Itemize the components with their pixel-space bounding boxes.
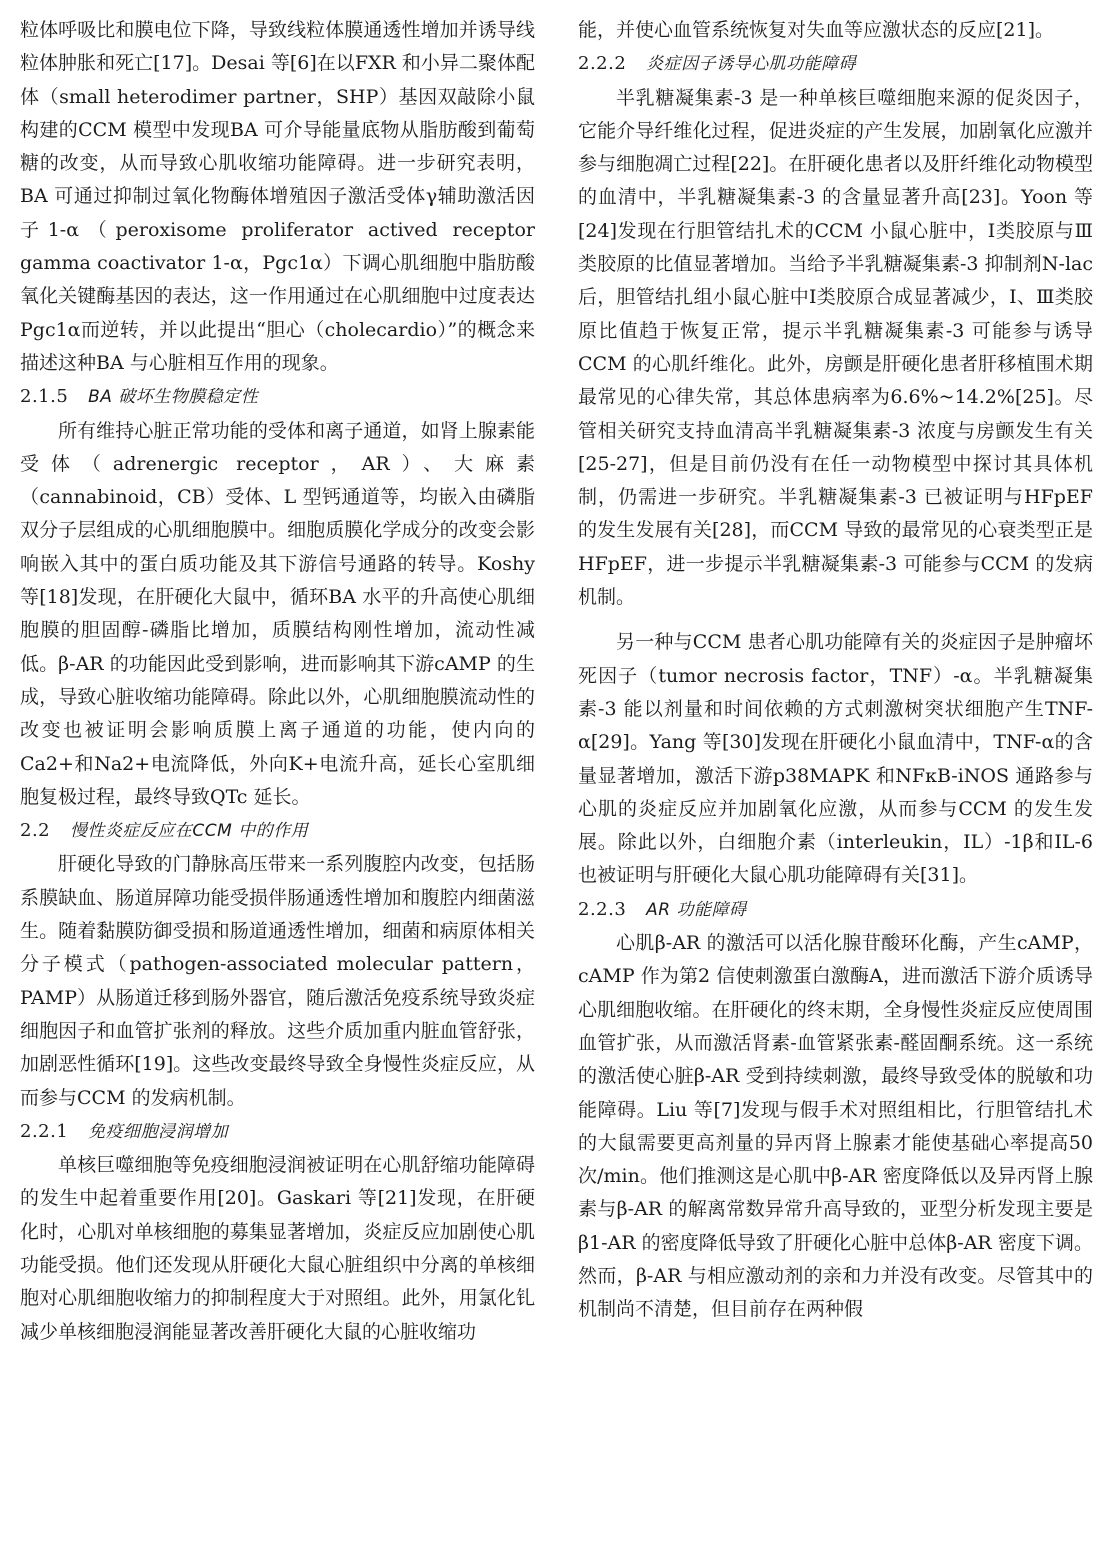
paragraph-continued: 能，并使心血管系统恢复对失血等应激状态的反应[21]。 [578, 19, 1055, 41]
paragraph: 所有维持心脏正常功能的受体和离子通道，如肾上腺素能受体（adrenergic receptor，AR）、大麻素（cannabinoid，CB）受体、L 型钙通道等，均嵌入由磷脂双分子层组成的心肌细胞膜中。细胞质膜化学成分的改变会影响嵌入其中的蛋白质功能及其下游信号通路的转导。Koshy 等[18]发现，在肝硬化大鼠中，循环BA 水平的升高使心肌细胞膜的胆固醇-磷脂比增加，质膜结构刚性增加，流动性减低。β-AR 的功能因此受到影响，进而影响其下游cAMP 的生成，导致心脏收缩功能障碍。除此以外，心肌细胞膜流动性的改变也被证明会影响质膜上离子通道的功能，使内向的Ca2+和Na2+电流降低，外向K+电流升高，延长心室肌细胞复极过程，最终导致QTc 延长。 [20, 419, 535, 808]
left-column [20, 14, 535, 1349]
paragraph: 另一种与CCM 患者心肌功能障有关的炎症因子是肿瘤坏死因子（tumor necrosis factor，TNF）-α。半乳糖凝集素-3 能以剂量和时间依赖的方式刺激树突状细胞产生TNF-α[29]。Yang 等[30]发现在肝硬化小鼠血清中，TNF-α的含量显著增加，激活下游p38MAPK 和NFκB-iNOS 通路参与心肌的炎症反应并加剧氧化应激，从而参与CCM 的发生发展。除此以外，白细胞介素（interleukin，IL）-1β和IL-6 也被证明与肝硬化大鼠心肌功能障碍有关[31]。 [578, 631, 1093, 887]
section-heading-2-2-3 [578, 893, 1093, 927]
paragraph: 单核巨噬细胞等免疫细胞浸润被证明在心肌舒缩功能障碍的发生中起着重要作用[20]。Gaskari 等[21]发现，在肝硬化时，心肌对单核细胞的募集显著增加，炎症反应加剧使心肌功能受损。他们还发现从肝硬化大鼠心脏组织中分离的单核细胞对心肌细胞收缩力的抑制程度大于对照组。此外，用氯化钆减少单核细胞浸润能显著改善肝硬化大鼠的心脏收缩功 [20, 1154, 535, 1343]
paragraph-gap [578, 614, 1093, 626]
section-number: 2.1.5 [20, 386, 69, 408]
right-column [578, 14, 1093, 1327]
paragraph: 半乳糖凝集素-3 是一种单核巨噬细胞来源的促炎因子，它能介导纤维化过程，促进炎症的产生发展，加剧氧化应激并参与细胞凋亡过程[22]。在肝硬化患者以及肝纤维化动物模型的血清中，半乳糖凝集素-3 的含量显著升高[23]。Yoon 等[24]发现在行胆管结扎术的CCM 小鼠心脏中，Ⅰ类胶原与Ⅲ类胶原的比值显著增加。当给予半乳糖凝集素-3 抑制剂N-lac 后，胆管结扎组小鼠心脏中Ⅰ类胶原合成显著减少，Ⅰ、Ⅲ类胶原比值趋于恢复正常，提示半乳糖凝集素-3 可能参与诱导CCM 的心肌纤维化。此外，房颤是肝硬化患者肝移植围术期最常见的心律失常，其总体患病率为6.6%~14.2%[25]。尽管相关研究支持血清高半乳糖凝集素-3 浓度与房颤发生有关[25-27]，但是目前仍没有在任一动物模型中探讨其具体机制，仍需进一步研究。半乳糖凝集素-3 已被证明与HFpEF 的发生发展有关[28]，而CCM 导致的最常见的心衰类型正是HFpEF，进一步提示半乳糖凝集素-3 可能参与CCM 的发病机制。 [578, 86, 1093, 609]
section-number: 2.2.2 [578, 53, 627, 75]
section-number: 2.2.3 [578, 898, 627, 920]
section-title: BA 破坏生物膜稳定性 [88, 387, 259, 408]
section-heading-2-1-5 [20, 380, 535, 414]
section-heading-2-2 [20, 814, 535, 848]
paragraph: 心肌β-AR 的激活可以活化腺苷酸环化酶，产生cAMP，cAMP 作为第2 信使刺激蛋白激酶A，进而激活下游介质诱导心肌细胞收缩。在肝硬化的终末期，全身慢性炎症反应使周围血管扩张，从而激活肾素-血管紧张素-醛固酮系统。这一系统的激活使心脏β-AR 受到持续刺激，最终导致受体的脱敏和功能障碍。Liu 等[7]发现与假手术对照组相比，行胆管结扎术的大鼠需要更高剂量的异丙肾上腺素才能使基础心率提高50 次/min。他们推测这是心肌中β-AR 密度降低以及异丙肾上腺素与β-AR 的解离常数异常升高导致的，亚型分析发现主要是β1-AR 的密度降低导致了肝硬化心脏中总体β-AR 密度下调。然而，β-AR 与相应激动剂的亲和力并没有改变。尽管其中的机制尚不清楚，但目前存在两种假 [578, 932, 1093, 1321]
section-number: 2.2 [20, 820, 51, 842]
paragraph: 肝硬化导致的门静脉高压带来一系列腹腔内改变，包括肠系膜缺血、肠道屏障功能受损伴肠通透性增加和腹腔内细菌滋生。随着黏膜防御受损和肠道通透性增加，细菌和病原体相关分子模式（pathogen-associated molecular pattern，PAMP）从肠道迁移到肠外器官，随后激活免疫系统导致炎症细胞因子和血管扩张剂的释放。这些介质加重内脏血管舒张，加剧恶性循环[19]。这些改变最终导致全身慢性炎症反应，从而参与CCM 的发病机制。 [20, 853, 535, 1109]
section-heading-2-2-2 [578, 47, 1093, 81]
section-title: 免疫细胞浸润增加 [88, 1121, 229, 1142]
section-title: 慢性炎症反应在CCM 中的作用 [69, 821, 309, 842]
paragraph-continued: 粒体呼吸比和膜电位下降，导致线粒体膜通透性增加并诱导线粒体肿胀和死亡[17]。Desai 等[6]在以FXR 和小异二聚体配体（small heterodimer partner，SHP）基因双敲除小鼠构建的CCM 模型中发现BA 可介导能量底物从脂肪酸到葡萄糖的改变，从而导致心肌收缩功能障碍。进一步研究表明，BA 可通过抑制过氧化物酶体增殖因子激活受体γ辅助激活因子1-α（peroxisome proliferator actived receptor gamma coactivator 1-α，Pgc1α）下调心肌细胞中脂肪酸氧化关键酶基因的表达，这一作用通过在心肌细胞中过度表达Pgc1α而逆转，并以此提出“胆心（cholecardio）”的概念来描述这种BA 与心脏相互作用的现象。 [20, 19, 535, 374]
section-number: 2.2.1 [20, 1120, 69, 1142]
section-title: AR 功能障碍 [646, 899, 747, 920]
section-title: 炎症因子诱导心肌功能障碍 [646, 54, 857, 75]
section-heading-2-2-1 [20, 1115, 535, 1149]
